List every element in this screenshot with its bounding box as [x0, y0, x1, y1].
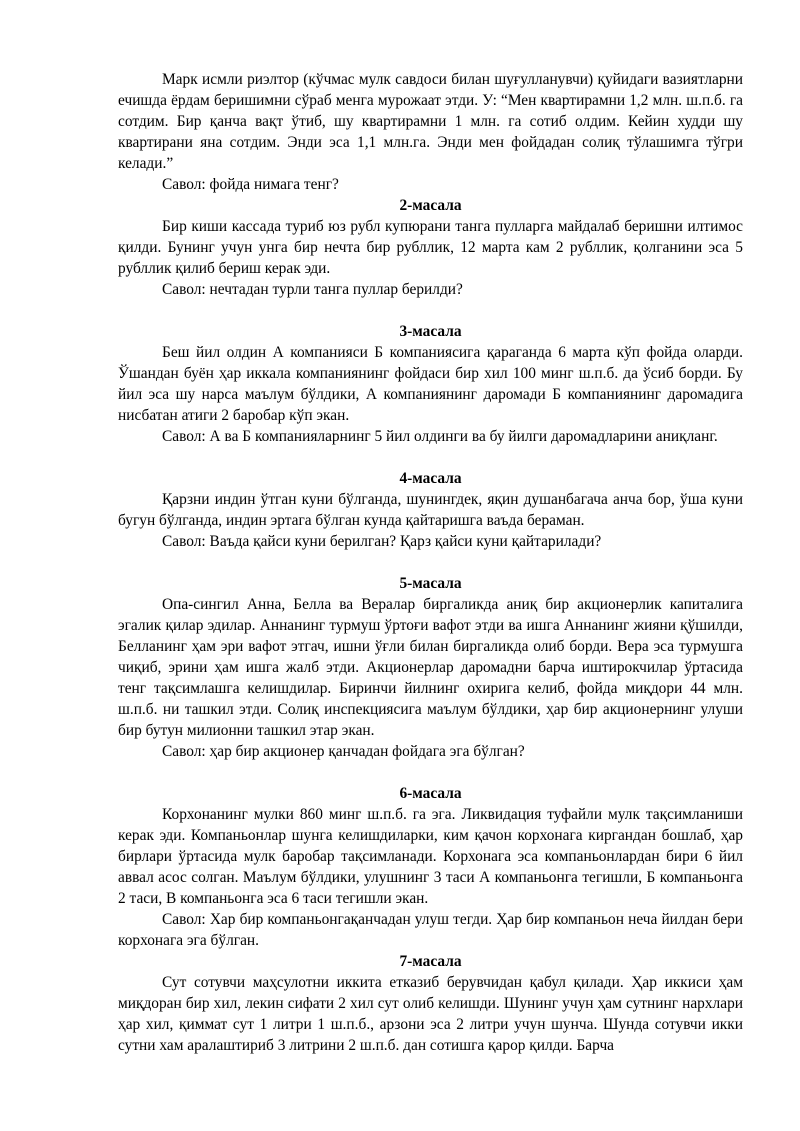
problem-4-text: Қарзни индин ўтган куни бўлганда, шунингдек, яқин душанбагача анча бор, ўша куни бугун бўлганда, индин эртага бўлган кунда қайтаришга ваъда бераман. [118, 491, 743, 529]
problem-3-question: Савол: А ва Б компанияларнинг 5 йил олдинги ва бу йилги даромадларини аниқланг. [162, 428, 718, 445]
problem-6 [118, 783, 743, 951]
problem-1-question: Савол: фойда нимага тенг? [162, 176, 339, 193]
problem-2-text: Бир киши кассада туриб юз рубл купюрани танга пулларга майдалаб беришни илтимос қилди. Бунинг учун унга бир нечта бир рубллик, 12 марта кам 2 рубллик, қолганини эса 5 рубллик қилиб бериш керак эди. [118, 218, 743, 277]
problem-5 [118, 573, 743, 762]
problem-5-text: Опа-сингил Анна, Белла ва Вералар биргаликда аниқ бир акционерлик капиталига эгалик қилар эдилар. Аннанинг турмуш ўртоғи вафот этди ва ишга Аннанинг жияни қўшилди, Белланинг ҳам эри вафот этгач, ишни ўғли билан биргаликда олиб борди. Вера эса турмушга чиқиб, эрини ҳам ишга жалб этди. Акционерлар даромадни барча иштирокчилар ўртасида тенг тақсимлашга келишдилар. Биринчи йилнинг охирига келиб, фойда миқдори 44 млн. ш.п.б. ни ташкил этди. Солиқ инспекциясига маълум бўлдики, ҳар бир акционернинг улуши бир бутун милионни ташкил этар экан. [118, 596, 743, 739]
document-body [118, 69, 743, 1056]
problem-2 [118, 195, 743, 300]
problem-6-text: Корхонанинг мулки 860 минг ш.п.б. га эга. Ликвидация туфайли мулк тақсимланиши керак эди. Компаньонлар шунга келишдиларки, ким қачон корхонага киргандан бошлаб, ҳар бирлари ўртасида мулк баробар тақсимланади. Корхонага эса компаньонлардан бири 6 йил аввал асос солган. Маълум бўлдики, улушнинг 3 таси А компаньонга тегишли, Б компаньонга 2 таси, В компаньонга эса 6 таси тегишли экан. [118, 806, 743, 907]
problem-7 [118, 951, 743, 1056]
spacer [118, 300, 743, 321]
problem-3 [118, 321, 743, 447]
problem-4-heading: 4-масала [399, 470, 462, 487]
problem-4-question: Савол: Ваъда қайси куни берилган? Қарз қайси куни қайтарилади? [162, 533, 602, 550]
spacer [118, 762, 743, 783]
problem-7-heading: 7-масала [399, 953, 462, 970]
problem-2-heading: 2-масала [399, 197, 462, 214]
problem-3-heading: 3-масала [399, 323, 462, 340]
problem-1 [118, 69, 743, 195]
problem-1-text: Марк исмли риэлтор (кўчмас мулк савдоси билан шуғулланувчи) қуйидаги вазиятларни ечишда ёрдам беришимни сўраб менга мурожаат этди. У: “Мен квартирамни 1,2 млн. ш.п.б. га сотдим. Бир қанча вақт ўтиб, шу квартирамни 1 млн. га сотиб олдим. Кейин худди шу квартирани яна сотдим. Энди эса 1,1 млн.га. Энди мен фойдадан солиқ тўлашимга тўгри келади.” [118, 71, 743, 172]
problem-6-heading: 6-масала [399, 785, 462, 802]
problem-4 [118, 468, 743, 552]
problem-7-text: Сут сотувчи маҳсулотни иккита етказиб берувчидан қабул қилади. Ҳар иккиси ҳам миқдоран бир хил, лекин сифати 2 хил сут олиб келишди. Шунинг учун ҳам сутнинг нархлари ҳар хил, қиммат сут 1 литри 1 ш.п.б., арзони эса 2 литри учун шунча. Шунда сотувчи икки сутни хам аралаштириб 3 литрини 2 ш.п.б. дан сотишга қарор қилди. Барча [118, 974, 743, 1054]
problem-6-question: Савол: Хар бир компаньонгақанчадан улуш тегди. Ҳар бир компаньон неча йилдан бери корхонага эга бўлган. [118, 911, 743, 949]
spacer [118, 552, 743, 573]
problem-2-question: Савол: нечтадан турли танга пуллар берилди? [162, 281, 463, 298]
spacer [118, 447, 743, 468]
problem-3-text: Беш йил олдин А компанияси Б компаниясига қараганда 6 марта кўп фойда оларди. Ўшандан буён ҳар иккала компаниянинг фойдаси бир хил 100 минг ш.п.б. да ўсиб борди. Бу йил эса шу нарса маълум бўлдики, А компаниянинг даромади Б компаниянинг даромадига нисбатан атиги 2 баробар кўп экан. [118, 344, 743, 424]
problem-5-question: Савол: ҳар бир акционер қанчадан фойдага эга бўлган? [162, 743, 525, 760]
problem-5-heading: 5-масала [399, 575, 462, 592]
